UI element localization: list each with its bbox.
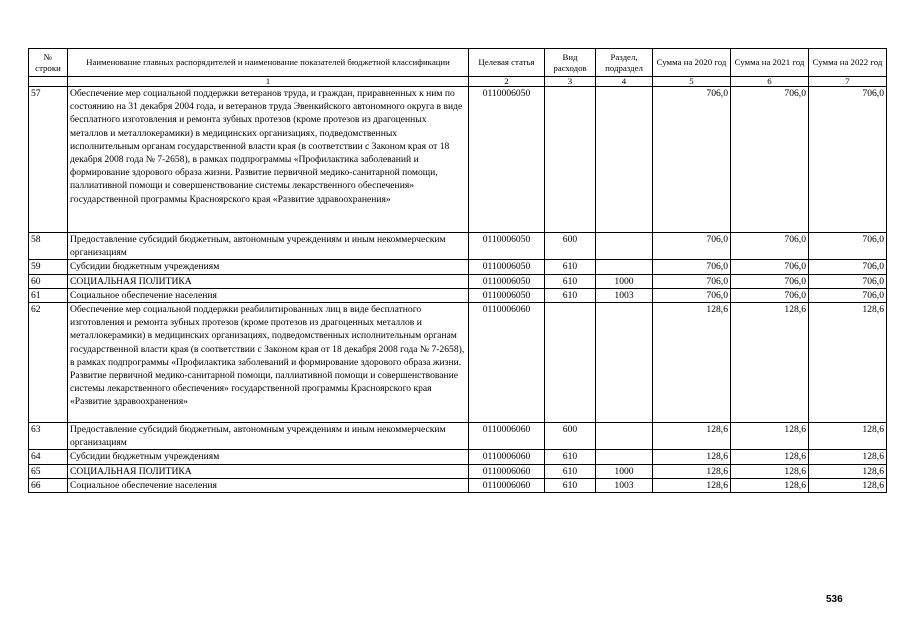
row-number: 63 [29,423,68,450]
row-number: 61 [29,288,68,302]
col-number: 7 [809,77,887,87]
row-type: 610 [545,260,596,274]
header-sum-2020: Сумма на 2020 год [653,49,731,77]
col-number-blank [29,77,68,87]
row-sum-2022: 128,6 [809,450,887,464]
row-sum-2020: 706,0 [653,260,731,274]
row-number: 57 [29,87,68,233]
row-name: Обеспечение мер социальной поддержки реабилитированных лиц в виде бесплатного изготовления и ремонта зубных протезов (кроме протезов из драгоценных металлов и металлокерамики) в медицинских организациях, подведомственных исполнительным органам государственной власти края (в соответствии с Законом края от 18 декабря 2008 года № 7-2658), в рамках подпрограммы «Профилактика заболеваний и формирование здорового образа жизни. Развитие первичной медико-санитарной помощи, паллиативной помощи и совершенствование системы лекарственного обеспечения» государственной программы Красноярского края «Развитие здравоохранения» [68,303,469,423]
row-name: Обеспечение мер социальной поддержки ветеранов труда, и граждан, приравненных к ним по состоянию на 31 декабря 2004 года, и ветеранов труда Эвенкийского автономного округа в виде бесплатного изготовления и ремонта зубных протезов (кроме протезов из драгоценных металлов и металлокерамики) в медицинских организациях, подведомственных исполнительным органам государственной власти края (в соответствии с Законом края от 18 декабря 2008 года № 7-2658), в рамках подпрограммы «Профилактика заболеваний и формирование здорового образа жизни. Развитие первичной медико-санитарной помощи, паллиативной помощи и совершенствование системы лекарственного обеспечения» государственной программы Красноярского края «Развитие здравоохранения» [68,87,469,233]
row-code: 0110006060 [469,423,545,450]
row-code: 0110006060 [469,464,545,478]
row-sum-2021: 128,6 [731,464,809,478]
row-section [596,87,653,233]
row-code: 0110006050 [469,274,545,288]
row-number: 58 [29,233,68,260]
row-sum-2022: 128,6 [809,303,887,423]
row-type: 600 [545,233,596,260]
row-type: 600 [545,423,596,450]
row-type: 610 [545,274,596,288]
row-sum-2021: 706,0 [731,233,809,260]
row-number: 60 [29,274,68,288]
row-sum-2020: 128,6 [653,423,731,450]
row-sum-2022: 706,0 [809,87,887,233]
row-section [596,233,653,260]
header-name: Наименование главных распорядителей и наименование показателей бюджетной классификации [68,49,469,77]
row-section [596,423,653,450]
row-sum-2021: 128,6 [731,450,809,464]
table-row [29,423,887,450]
row-section: 1003 [596,478,653,492]
row-name: Предоставление субсидий бюджетным, автономным учреждениям и иным некоммерческим организациям [68,423,469,450]
row-type: 610 [545,288,596,302]
row-name: Социальное обеспечение населения [68,288,469,302]
page-number: 536 [826,594,843,605]
row-section [596,303,653,423]
row-name: Социальное обеспечение населения [68,478,469,492]
table-row [29,478,887,492]
row-sum-2021: 128,6 [731,478,809,492]
row-sum-2020: 706,0 [653,274,731,288]
table-row [29,274,887,288]
table-row [29,450,887,464]
row-sum-2022: 128,6 [809,464,887,478]
row-sum-2020: 128,6 [653,303,731,423]
col-number: 2 [469,77,545,87]
row-sum-2021: 706,0 [731,274,809,288]
row-sum-2022: 706,0 [809,274,887,288]
row-number: 64 [29,450,68,464]
row-sum-2021: 706,0 [731,288,809,302]
table-row [29,87,887,233]
row-code: 0110006050 [469,87,545,233]
table-row [29,260,887,274]
row-name: СОЦИАЛЬНАЯ ПОЛИТИКА [68,464,469,478]
row-sum-2021: 706,0 [731,260,809,274]
row-section: 1000 [596,464,653,478]
row-name: Субсидии бюджетным учреждениям [68,450,469,464]
header-sum-2022: Сумма на 2022 год [809,49,887,77]
row-sum-2020: 706,0 [653,87,731,233]
row-code: 0110006060 [469,450,545,464]
row-type [545,87,596,233]
row-number: 66 [29,478,68,492]
row-number: 62 [29,303,68,423]
row-sum-2021: 128,6 [731,303,809,423]
row-type: 610 [545,478,596,492]
col-number: 1 [68,77,469,87]
row-sum-2020: 706,0 [653,288,731,302]
row-name: СОЦИАЛЬНАЯ ПОЛИТИКА [68,274,469,288]
row-type: 610 [545,450,596,464]
table-body [29,87,887,493]
row-sum-2020: 706,0 [653,233,731,260]
row-sum-2022: 128,6 [809,478,887,492]
table-row [29,288,887,302]
header-sum-2021: Сумма на 2021 год [731,49,809,77]
row-number: 59 [29,260,68,274]
row-type: 610 [545,464,596,478]
header-num: № строки [29,49,68,77]
col-number: 3 [545,77,596,87]
row-name: Субсидии бюджетным учреждениям [68,260,469,274]
row-code: 0110006050 [469,260,545,274]
table-row [29,303,887,423]
row-sum-2021: 706,0 [731,87,809,233]
row-code: 0110006060 [469,478,545,492]
row-sum-2020: 128,6 [653,450,731,464]
row-sum-2022: 706,0 [809,260,887,274]
budget-table [28,48,887,493]
table-row [29,233,887,260]
row-sum-2022: 128,6 [809,423,887,450]
table-row [29,464,887,478]
row-section [596,260,653,274]
row-code: 0110006050 [469,233,545,260]
header-type: Вид расходов [545,49,596,77]
row-type [545,303,596,423]
row-code: 0110006050 [469,288,545,302]
row-number: 65 [29,464,68,478]
row-section [596,450,653,464]
header-section: Раздел, подраздел [596,49,653,77]
table-header [29,49,887,87]
row-section: 1000 [596,274,653,288]
header-code: Целевая статья [469,49,545,77]
row-sum-2020: 128,6 [653,478,731,492]
col-number: 6 [731,77,809,87]
row-name: Предоставление субсидий бюджетным, автономным учреждениям и иным некоммерческим организациям [68,233,469,260]
row-code: 0110006060 [469,303,545,423]
row-section: 1003 [596,288,653,302]
row-sum-2022: 706,0 [809,233,887,260]
col-number: 5 [653,77,731,87]
col-number: 4 [596,77,653,87]
row-sum-2022: 706,0 [809,288,887,302]
row-sum-2020: 128,6 [653,464,731,478]
row-sum-2021: 128,6 [731,423,809,450]
